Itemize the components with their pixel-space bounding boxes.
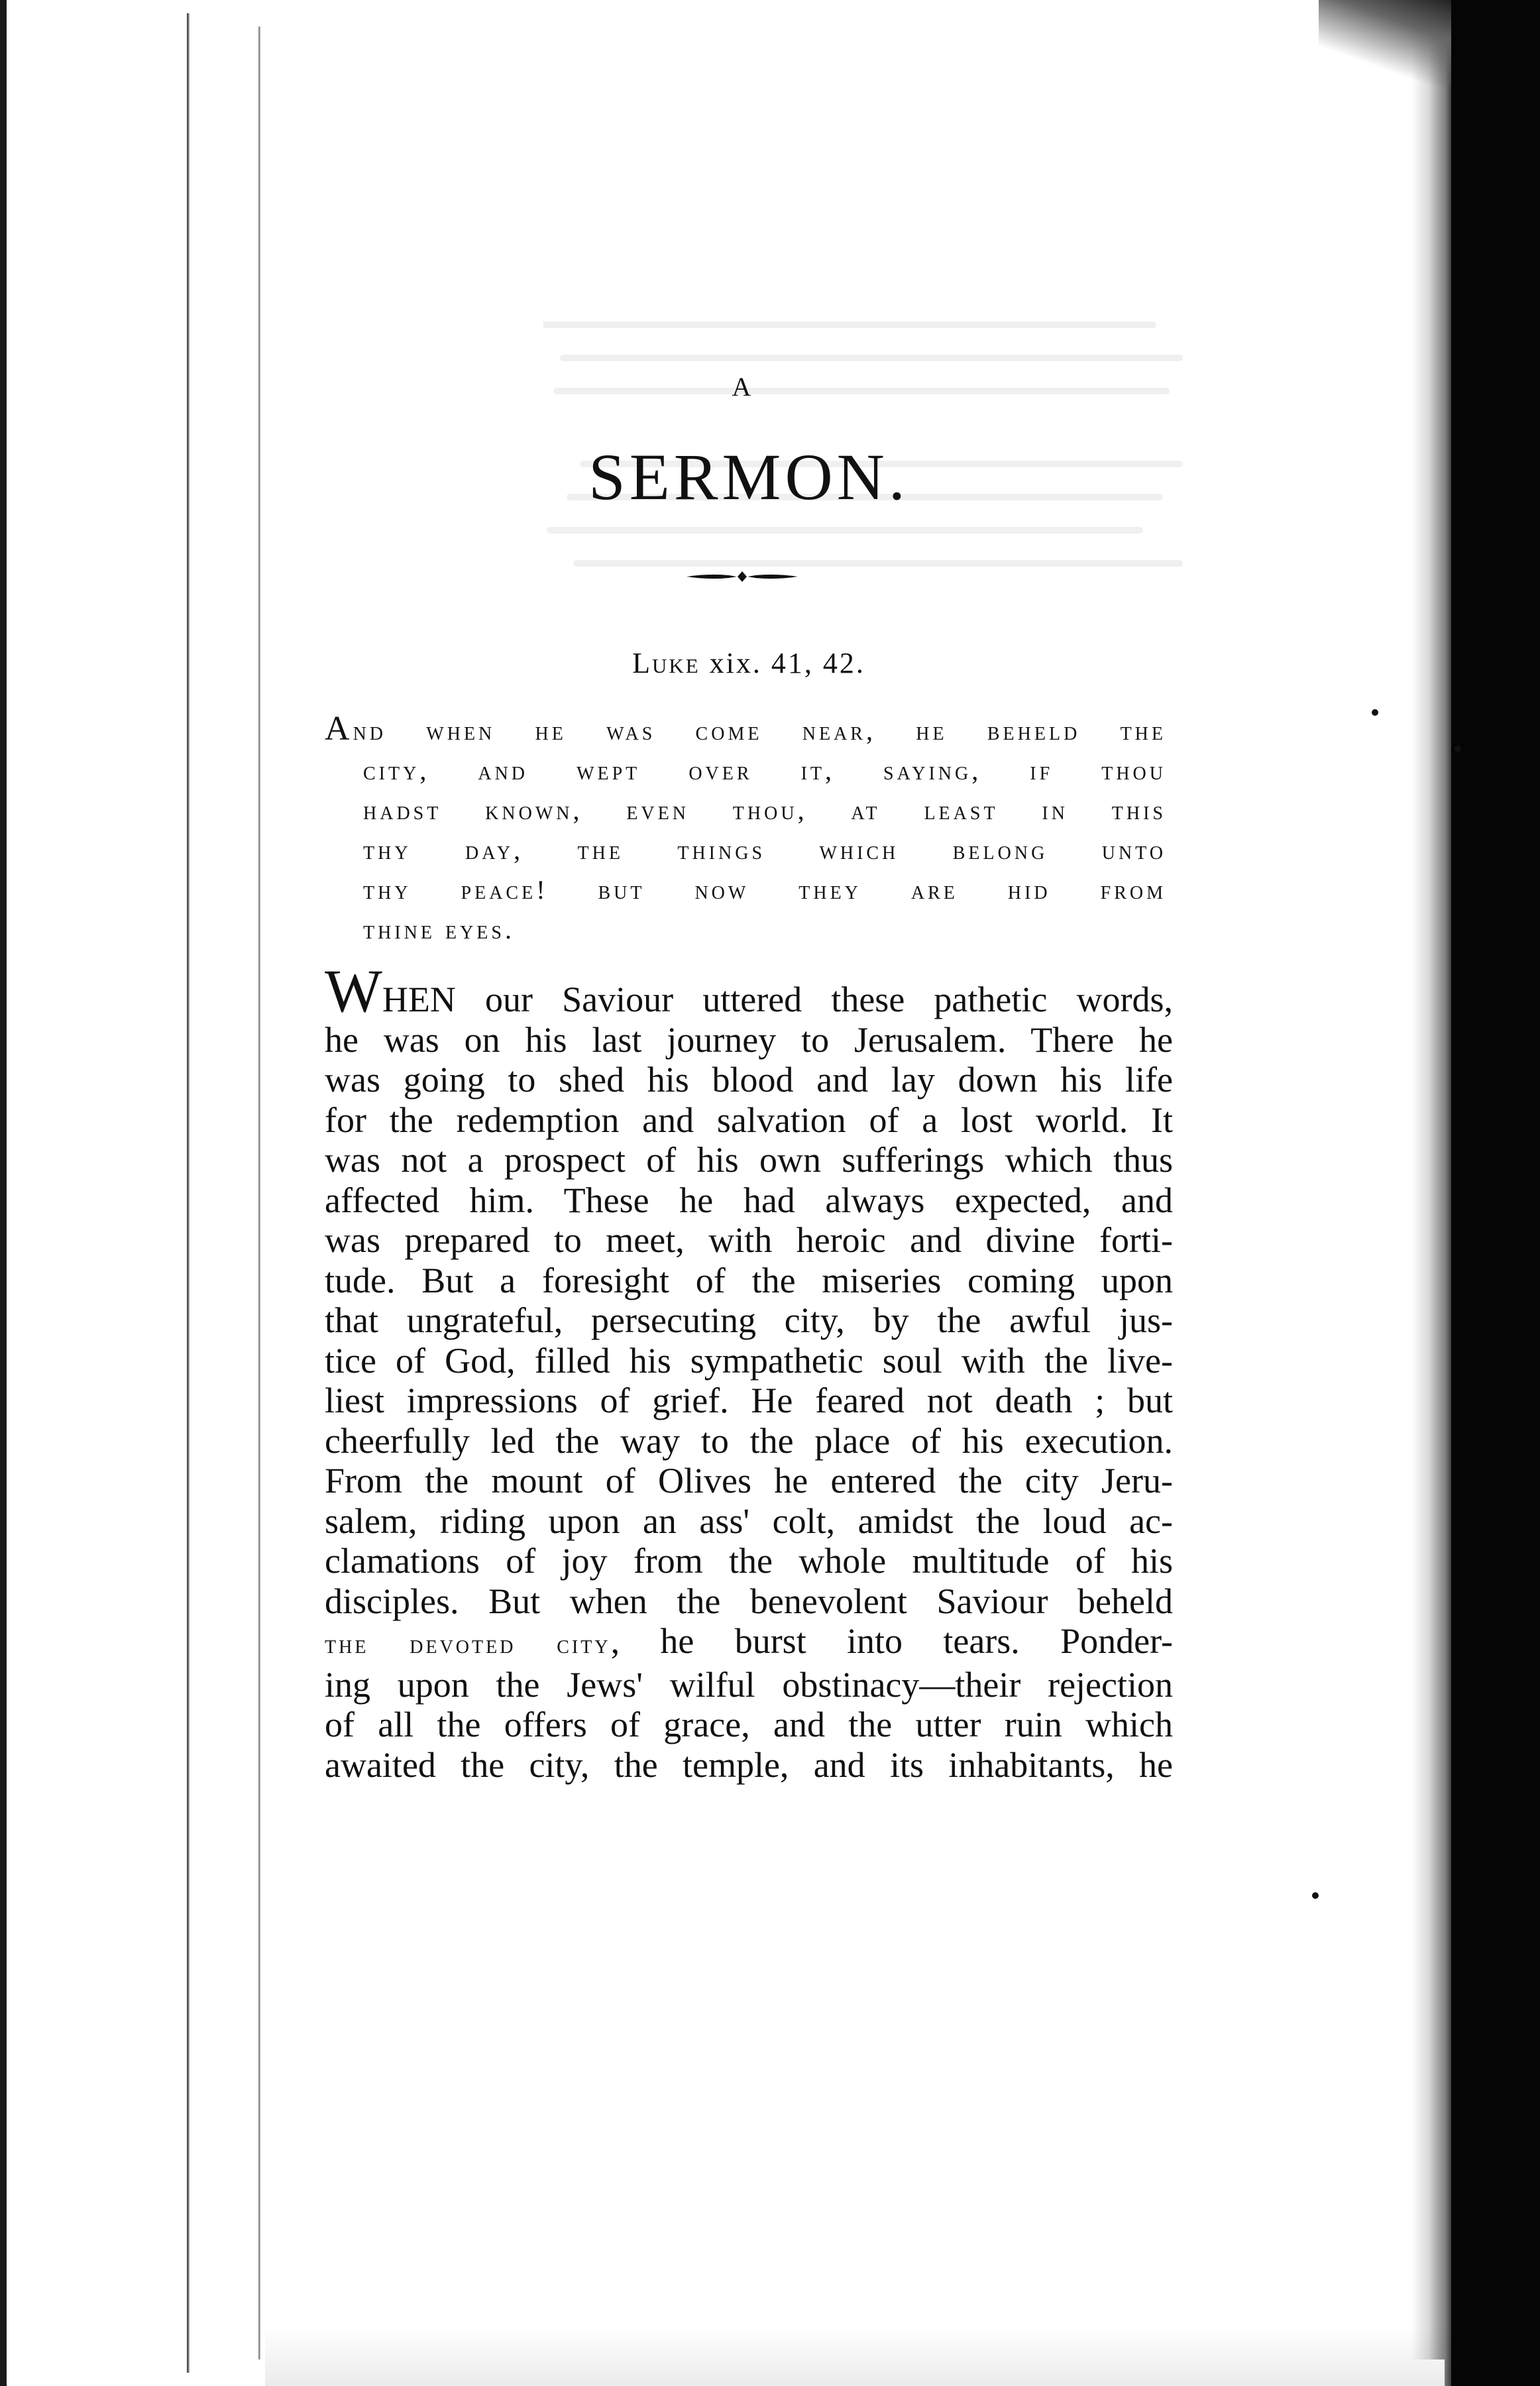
ink-speck [1372,709,1378,716]
verse-line-text: nd when he was come near, he beheld the [353,716,1166,746]
verse-line-text: city, and wept over it, saying, if thou [363,756,1166,785]
verse-line [325,910,1166,950]
page-title: SERMON. [588,440,909,514]
body-line: of all the offers of grace, and the utter ruin which [325,1705,1173,1744]
body-line: was not a prospect of his own sufferings which thus [325,1140,1173,1180]
verse-line-text: thy peace! but now they are hid from [363,875,1166,905]
body-line-text: , he burst into tears. Ponder- [610,1621,1173,1661]
body-line: awaited the city, the temple, and its inhabitants, he [325,1744,1173,1785]
scripture-reference [616,646,881,680]
verse-line-text: hadst known, even thou, at least in this [363,795,1166,825]
devoted-city-smallcaps: the devoted city [325,1629,611,1659]
verse-line [325,870,1166,910]
verse-line [325,791,1166,830]
ink-speck [1455,746,1461,752]
right-scan-border [1451,0,1540,2386]
heading-article: A [732,372,753,402]
body-line: cheerfully led the way to the place of his execution. [325,1420,1173,1461]
body-line [325,957,1173,1025]
verse-initial: A [325,710,353,748]
drop-cap: W [325,957,382,1025]
verse-line [325,830,1166,870]
body-line: ing upon the Jews' wilful obstinacy—their rejection [325,1664,1173,1705]
bottom-shadow [265,2326,1458,2386]
ornament-rule [683,563,802,590]
left-leaf-shadow-line [258,27,260,2359]
body-line: he was on his last journey to Jerusalem. There he [325,1019,1173,1060]
body-line: was prepared to meet, with heroic and divine forti- [325,1220,1173,1260]
body-line [325,1621,1173,1665]
scripture-verse [325,709,1166,950]
sermon-body [325,957,1173,1785]
verse-line-text: thy day, the things which belong unto [363,835,1166,865]
left-leaf-fold-line [187,13,190,2373]
verse-line-text: thine eyes. [363,915,515,944]
body-line-text: HEN our Saviour uttered these pathetic words, [382,980,1173,1019]
left-scan-edge [0,0,7,2386]
scripture-chapter-verse: xix. 41, 42. [700,647,865,679]
body-line: liest impressions of grief. He feared not death ; but [325,1381,1173,1420]
torn-corner [1319,0,1451,86]
body-line: for the redemption and salvation of a lost world. It [325,1100,1173,1140]
verse-line [325,751,1166,791]
body-line: disciples. But when the benevolent Saviour beheld [325,1581,1173,1621]
ink-speck [1312,1892,1319,1899]
body-line: From the mount of Olives he entered the city Jeru- [325,1461,1173,1501]
body-line: tice of God, filled his sympathetic soul with the live- [325,1340,1173,1381]
body-line: affected him. These he had always expected, and [325,1180,1173,1220]
verse-line [325,709,1166,751]
scripture-book: Luke [632,647,700,679]
body-line: salem, riding upon an ass' colt, amidst the loud ac- [325,1501,1173,1541]
body-line: clamations of joy from the whole multitude of his [325,1541,1173,1581]
body-line: that ungrateful, persecuting city, by the awful jus- [325,1300,1173,1340]
body-line: was going to shed his blood and lay down his life [325,1060,1173,1100]
body-line: tude. But a foresight of the miseries coming upon [325,1260,1173,1300]
